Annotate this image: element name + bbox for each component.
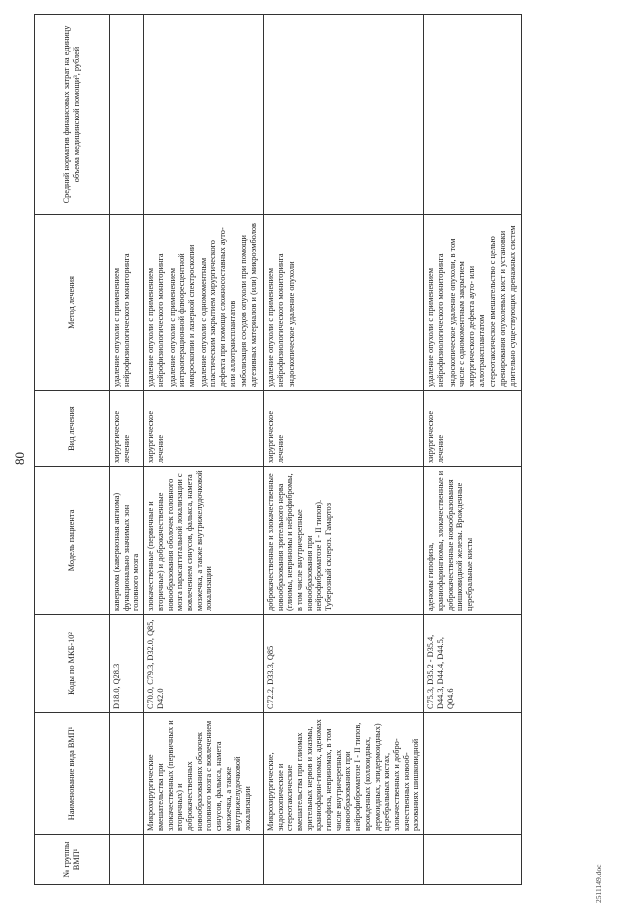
method-item: удаление опухоли с применением нейрофизиологического мониторинга <box>265 253 285 387</box>
table-row <box>144 15 264 885</box>
cell-patient-model: аденомы гипофиза, краниофарингиомы, злокачественные и доброкачественные новообразования шишковидной железы. Врожденные церебральные кисты <box>424 467 522 615</box>
cell-icd-codes: C72.2, D33.3, Q85 <box>263 615 423 713</box>
cell-average-cost <box>110 15 144 215</box>
cell-vmp-name: Микрохирургические вмешательства при злокачественных (первичных и вторичных) и доброкачественных новообразованиях оболочек головного мозга с вовлечением синусов, фалькса, намета мозжечка, а также внутрижелудочковой локализации <box>144 713 264 835</box>
cell-treatment-type: хирургическое лечение <box>110 391 144 467</box>
header-patient-model: Модель пациента <box>35 467 110 615</box>
cell-treatment-type: хирургическое лечение <box>424 391 522 467</box>
cell-group <box>110 835 144 885</box>
cell-patient-model: доброкачественные и злокачественные новообразования зрительного нерва (глиомы, невриномы и нейрофибромы, в том числе внутричерепные новообразования при нейрофиброматозе I - II типов). Туберозный склероз. Гамартоз <box>263 467 423 615</box>
cell-treatment-method <box>263 215 423 391</box>
cell-average-cost <box>263 15 423 215</box>
method-item: удаление опухоли с применением нейрофизиологического мониторинга <box>146 253 165 387</box>
method-item: эндоскопическое удаление опухоли <box>287 261 297 387</box>
table-row <box>263 15 423 885</box>
cell-icd-codes: C75.3, D35.2 - D35.4, D44.3, D44.4, D44.5, Q04.6 <box>424 615 522 713</box>
header-treatment-method: Метод лечения <box>35 215 110 391</box>
cell-treatment-method <box>110 215 144 391</box>
header-vmp-name: Наименование вида ВМП¹ <box>35 713 110 835</box>
table-row <box>424 15 522 885</box>
cell-treatment-type: хирургическое лечение <box>144 391 264 467</box>
header-average-cost: Средний норматив финансовых затрат на единицу объема медицинской помощи³, рублей <box>35 15 110 215</box>
cell-icd-codes: D18.0, Q28.3 <box>110 615 144 713</box>
method-item: удаление опухоли с применением нейрофизиологического мониторинга <box>112 253 131 387</box>
page-number: 80 <box>12 452 27 465</box>
method-item: удаление опухоли с применением интраоперационной флюоресцентной микроскопии и лазерной спектроскопии <box>167 244 196 387</box>
header-treatment-type: Вид лечения <box>35 391 110 467</box>
cell-average-cost <box>424 15 522 215</box>
footer-document-code: 2511149.doc <box>594 864 603 903</box>
cell-vmp-name <box>424 713 522 835</box>
cell-group <box>424 835 522 885</box>
table-row <box>110 15 144 885</box>
method-item: эмболизация сосудов опухоли при помощи адгезивных материалов и (или) микроэмболов <box>239 223 259 387</box>
cell-patient-model: злокачественные (первичные и вторичные) и доброкачественные новообразования оболочек головного мозга парасаггитальной локализации с вовлечением синусов, фалькса, намета мозжечка, а также внутрижелудочковой локализации <box>144 467 264 615</box>
cell-vmp-name: Микрохирургические, эндоскопические и стереотаксические вмешательства при глиомах зрительных нервов и хиазмы, краниофарин-гиомах, аденомах гипофиза, невриномах, в том числе внутричерепных новообразованиях при нейрофиброматозе I - II типов, врожденных (коллоидных, дермоидных, эпидермоидных) церебральных кистах, злокачественных и добро-качественных новооб-разованиях шишковидной <box>263 713 423 835</box>
cell-treatment-method <box>144 215 264 391</box>
method-item: стереотаксическое вмешательство с целью дренирования опухолевых кист и установки длительно существующих дренажных систем <box>488 225 517 387</box>
method-item: удаление опухоли с одномоментным пластическим закрытием хирургического дефекта при помощи сложносоставных ауто- или аллотрансплантатов <box>198 227 237 387</box>
method-item: эндоскопическое удаление опухоли, в том числе с одномоментным закрытием хирургического дефекта ауто- или аллотрансплантатом <box>447 238 486 387</box>
header-row <box>35 15 110 885</box>
header-icd-codes: Коды по МКБ-10² <box>35 615 110 713</box>
cell-patient-model: кавернома (кавернозная ангиома) функционально значимых зон головного мозга <box>110 467 144 615</box>
header-group-number: № группы ВМП¹ <box>35 835 110 885</box>
method-item: удаление опухоли с применением нейрофизиологического мониторинга <box>426 253 445 387</box>
cell-vmp-name <box>110 713 144 835</box>
cell-icd-codes: C70.0, C79.3, D32.0, Q85, D42.0 <box>144 615 264 713</box>
cell-group <box>144 835 264 885</box>
vmp-table <box>34 14 522 885</box>
cell-treatment-method <box>424 215 522 391</box>
cell-treatment-type: хирургическое лечение <box>263 391 423 467</box>
cell-average-cost <box>144 15 264 215</box>
cell-group <box>263 835 423 885</box>
